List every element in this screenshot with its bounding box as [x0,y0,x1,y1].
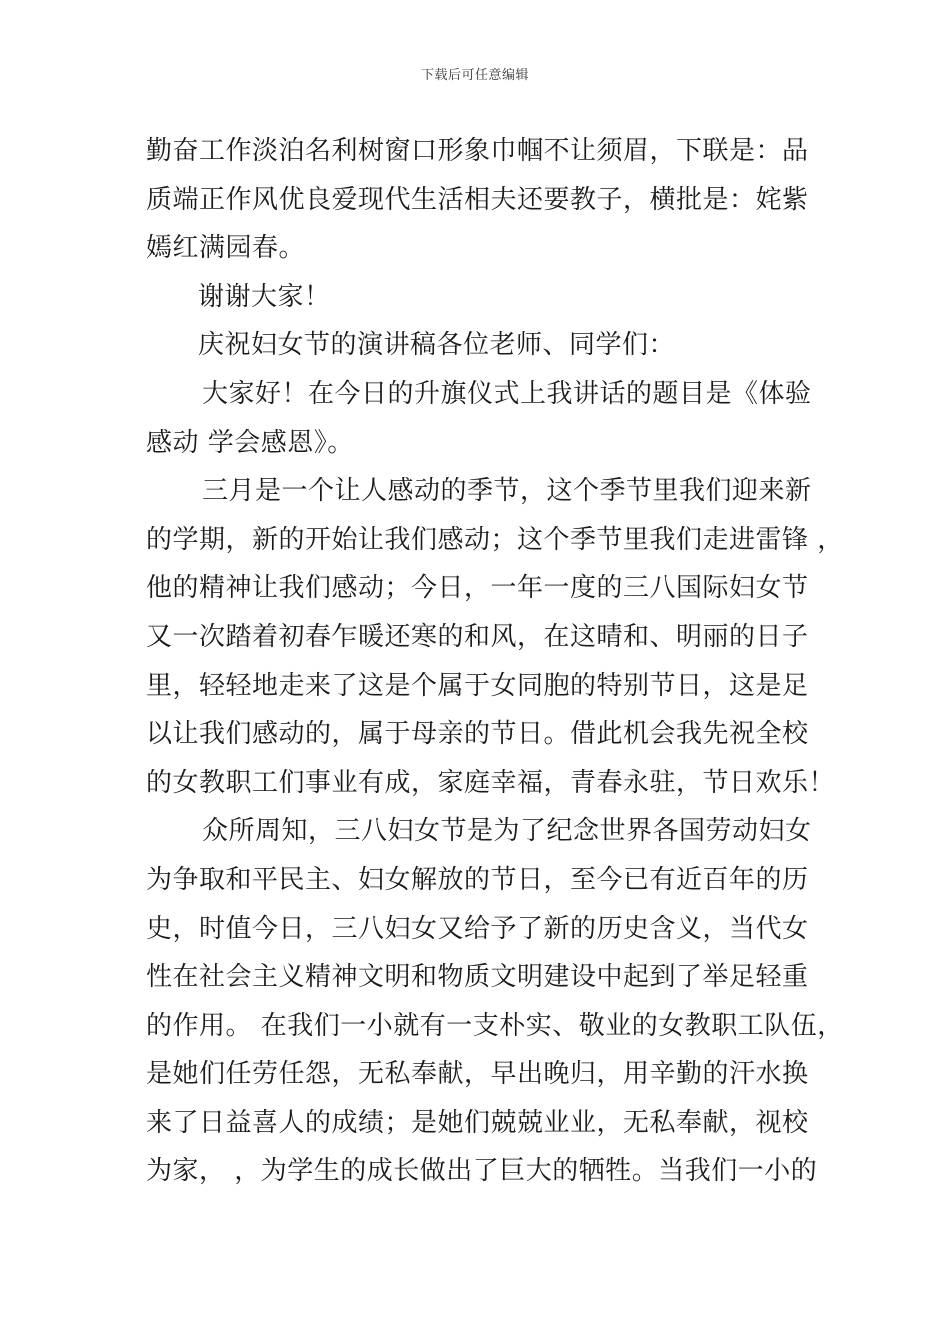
text-line: 性在社会主义精神文明和物质文明建设中起到了举足轻重 [146,962,809,993]
text-line: 众所周知，三八妇女节是为了纪念世界各国劳动妇女 [202,816,812,847]
text-line: 的学期，新的开始让我们感动；这个季节里我们走进雷锋 ， [146,524,844,555]
text-line: 嫣红满园春。 [146,233,306,264]
text-line: 的女教职工们事业有成，家庭幸福，青春永驻，节日欢乐！ [146,767,836,798]
text-line: 又一次踏着初春乍暖还寒的和风，在这晴和、明丽的日子 [146,621,809,652]
text-line: 谢谢大家！ [198,281,331,312]
text-line: 为家， ，为学生的成长做出了巨大的牺牲。当我们一小的 [146,1156,818,1187]
text-line: 是她们任劳任怨，无私奉献，早出晚归，用辛勤的汗水换 [146,1059,809,1090]
text-line: 以让我们感动的，属于母亲的节日。借此机会我先祝全校 [146,719,809,750]
text-line: 来了日益喜人的成绩；是她们兢兢业业，无私奉献，视校 [146,1107,809,1138]
text-line: 大家好！在今日的升旗仪式上我讲话的题目是《体验 [202,378,812,409]
text-line: 的作用。 在我们一小就有一支朴实、敬业的女教职工队伍， [146,1010,844,1041]
text-line: 为争取和平民主、妇女解放的节日，至今已有近百年的历 [146,864,809,895]
text-line: 感动 学会感恩》。 [146,427,354,458]
text-line: 他的精神让我们感动；今日，一年一度的三八国际妇女节 [146,573,809,604]
text-line: 质端正作风优良爱现代生活相夫还要教子，横批是：姹紫 [146,184,809,215]
page-header: 下载后可任意编辑 [420,68,529,83]
document-body [146,127,844,1196]
text-line: 三月是一个让人感动的季节，这个季节里我们迎来新 [202,476,812,507]
text-line: 史，时值今日，三八妇女又给予了新的历史含义，当代女 [146,913,809,944]
text-line: 勤奋工作淡泊名利树窗口形象巾帼不让须眉，下联是：品 [146,136,809,166]
text-line: 里，轻轻地走来了这是个属于女同胞的特别节日，这是足 [146,670,809,701]
text-line: 庆祝妇女节的演讲稿各位老师、同学们： [198,330,676,361]
